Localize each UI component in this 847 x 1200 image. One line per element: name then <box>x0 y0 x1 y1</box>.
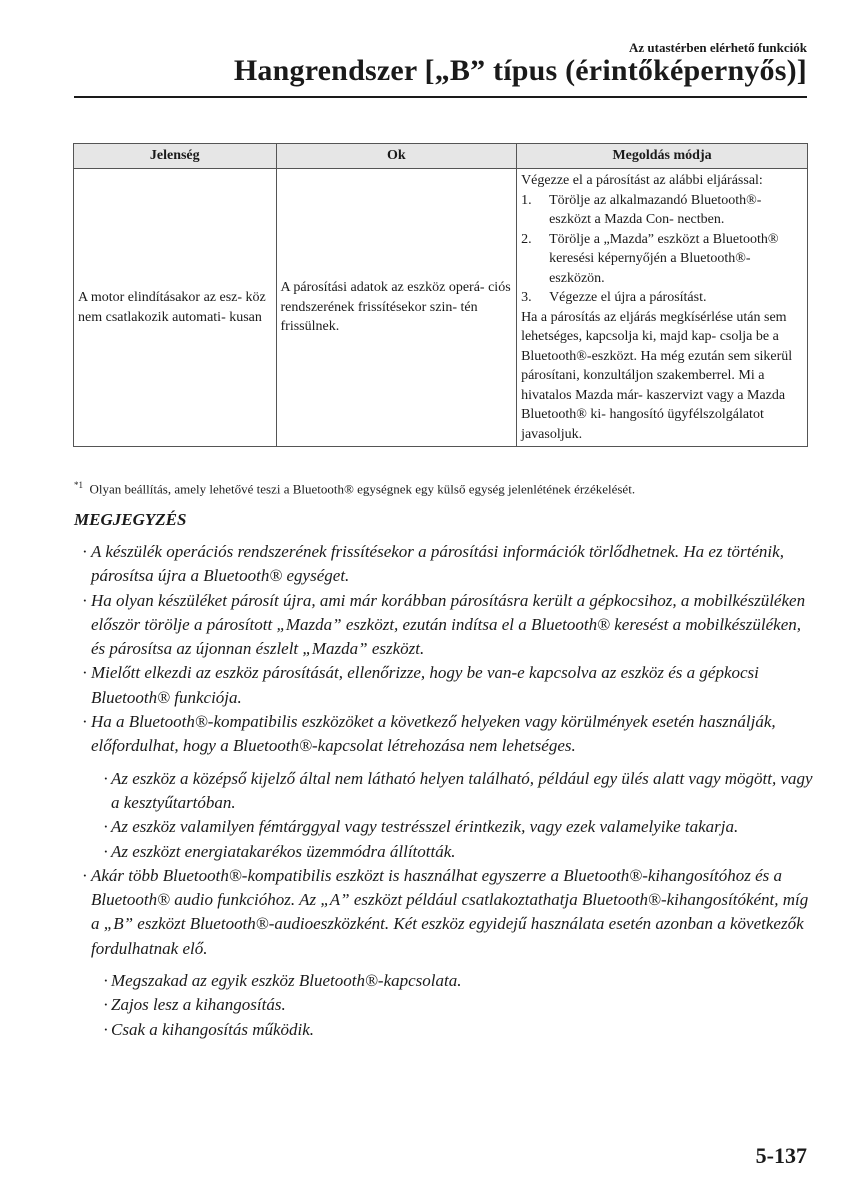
section-label: Az utastérben elérhető funkciók <box>628 40 807 55</box>
step-number: 2. <box>521 231 532 247</box>
symptom-cell: A motor elindításakor az esz- köz nem csatlakozik automati- kusan <box>74 169 277 447</box>
solution-outro: Ha a párosítás az eljárás megkísérlése után sem lehetséges, kapcsolja ki, majd kap- csolja be a Bluetooth®-eszközt. Ha még ezután sem sikerül párosítani, konzultáljon szakemberrel. Mi a hivatalos Mazda már- kaszervizt vagy a Mazda Bluetooth® ki- hangosító ügyfélszolgálatot javasoljuk. <box>521 309 793 442</box>
header-divider <box>74 96 807 98</box>
list-item: · Ha a Bluetooth®-kompatibilis eszközöket a következő helyeken vagy körülmények esetén használják, előfordulhat, hogy a Bluetooth®-kapcsolat létrehozása nem lehetséges. <box>74 710 814 759</box>
sub-list-item: · Az eszköz a középső kijelző által nem látható helyen található, például egy ülés alatt vagy mögött, vagy a kesztyűtartóban. <box>99 767 814 816</box>
troubleshooting-table <box>73 143 808 447</box>
step-text: Törölje az alkalmazandó Bluetooth®-eszközt a Mazda Con- nectben. <box>549 192 762 227</box>
footnote <box>74 480 635 497</box>
sub-list <box>74 969 814 1042</box>
step-number: 3. <box>521 290 532 305</box>
page-title: Hangrendszer [„B” típus (érintőképernyős)] <box>233 54 807 87</box>
column-header-cause: Ok <box>276 144 517 169</box>
column-header-symptom: Jelenség <box>74 144 277 169</box>
solution-step <box>521 191 803 230</box>
footnote-text: Olyan beállítás, amely lehetővé teszi a Bluetooth® egységnek egy külső egység jelenlétének érzékelését. <box>89 481 636 497</box>
step-text: Törölje a „Mazda” eszközt a Bluetooth® keresési képernyőjén a Bluetooth®-eszközön. <box>549 231 779 286</box>
page-number: 5-137 <box>755 1143 807 1168</box>
list-item: · Ha olyan készüléket párosít újra, ami már korábban párosításra került a gépkocsihoz, a mobilkészüléken először törölje a párosított „Mazda” eszközt, ezután indítsa el a Bluetooth® keresést a mobilkészüléken, és párosítsa az újonnan észlelt „Mazda” eszközt. <box>74 589 814 662</box>
footnote-mark: *1 <box>74 480 83 490</box>
note-heading: MEGJEGYZÉS <box>74 510 187 529</box>
step-number: 1. <box>521 192 532 208</box>
note-list <box>74 540 814 1042</box>
column-header-solution: Megoldás módja <box>517 144 808 169</box>
sub-list-item: · Az eszköz valamilyen fémtárggyal vagy testrésszel érintkezik, vagy ezek valamelyike takarja. <box>99 815 814 839</box>
solution-intro: Végezze el a párosítást az alábbi eljárással: <box>521 173 763 188</box>
sub-list-item: · Megszakad az egyik eszköz Bluetooth®-kapcsolata. <box>99 969 814 993</box>
sub-list-item: · Zajos lesz a kihangosítás. <box>99 993 814 1017</box>
sub-list-item: · Csak a kihangosítás működik. <box>99 1018 814 1042</box>
table-row <box>74 169 808 447</box>
solution-cell <box>517 169 808 447</box>
list-item: · Akár több Bluetooth®-kompatibilis eszközt is használhat egyszerre a Bluetooth®-kihangosítóhoz és a Bluetooth® audio funkcióhoz. Az „A” eszközt például csatlakoztathatja Bluetooth®-kihangosítóként, míg a „B” eszközt Bluetooth®-audioeszközként. Két eszköz egyidejű használata esetén azonban a következők fordulhatnak elő. <box>74 864 814 961</box>
cause-cell: A párosítási adatok az eszköz operá- ciós rendszerének frissítésekor szin- tén frissülnek. <box>276 169 517 447</box>
list-item: · Mielőtt elkezdi az eszköz párosítását, ellenőrizze, hogy be van-e kapcsolva az eszköz és a gépkocsi Bluetooth® funkciója. <box>74 661 814 710</box>
solution-step <box>521 288 803 308</box>
sub-list-item: · Az eszközt energiatakarékos üzemmódra állították. <box>99 840 814 864</box>
sub-list <box>74 767 814 864</box>
table-header-row <box>74 144 808 169</box>
list-item: · A készülék operációs rendszerének frissítésekor a párosítási információk törlődhetnek. Ha ez történik, párosítsa újra a Bluetooth® egységet. <box>74 540 814 589</box>
step-text: Végezze el újra a párosítást. <box>549 290 707 305</box>
solution-step <box>521 230 803 289</box>
